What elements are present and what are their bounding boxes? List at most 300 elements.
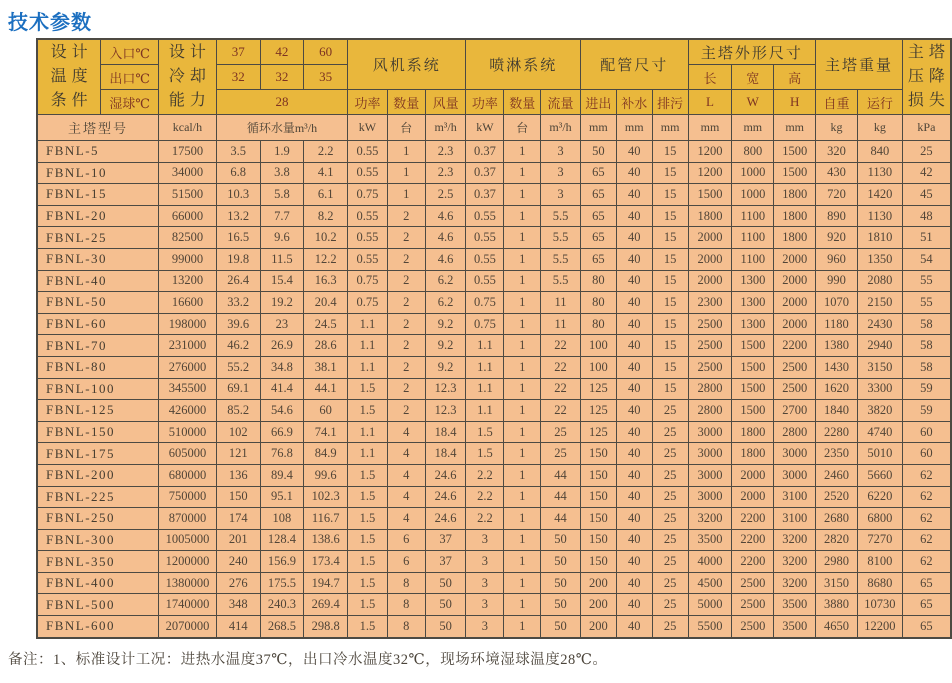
table-header <box>37 39 951 141</box>
value-cell: 24.6 <box>425 486 466 508</box>
value-cell: 1800 <box>774 227 816 249</box>
table-row <box>37 421 951 443</box>
value-cell: 9.2 <box>425 335 466 357</box>
value-cell: 150 <box>580 443 616 465</box>
value-cell: 1 <box>387 141 425 163</box>
value-cell: 1300 <box>732 313 774 335</box>
value-cell: 1.5 <box>348 378 388 400</box>
value-cell: 15.4 <box>260 270 304 292</box>
value-cell: 1130 <box>857 205 902 227</box>
value-cell: 80 <box>580 292 616 314</box>
unit-dim-h-mm: mm <box>774 115 816 141</box>
value-cell: 8680 <box>857 572 902 594</box>
value-cell: 1 <box>504 400 541 422</box>
value-cell: 24.6 <box>425 464 466 486</box>
value-cell: 11 <box>541 292 581 314</box>
value-cell: 3 <box>466 594 504 616</box>
value-cell: 9.2 <box>425 356 466 378</box>
header-design-temp-line: 温度 <box>50 68 93 85</box>
header-cooling-capacity-line: 能力 <box>168 92 211 109</box>
header-width-label: 宽 <box>732 65 774 90</box>
header-piping-size: 配管尺寸 <box>580 39 688 90</box>
value-cell: 0.55 <box>466 205 504 227</box>
value-cell: 54 <box>902 248 951 270</box>
value-cell: 22 <box>541 335 581 357</box>
value-cell: 4740 <box>857 421 902 443</box>
value-cell: 3000 <box>688 486 732 508</box>
value-cell: 2460 <box>816 464 858 486</box>
value-cell: 4.1 <box>304 162 348 184</box>
value-cell: 0.37 <box>466 141 504 163</box>
value-cell: 2 <box>387 313 425 335</box>
value-cell: 2 <box>387 400 425 422</box>
value-cell: 1500 <box>688 184 732 206</box>
value-cell: 40 <box>616 616 652 638</box>
value-cell: 17500 <box>159 141 217 163</box>
value-cell: 10.3 <box>216 184 260 206</box>
value-cell: 108 <box>260 508 304 530</box>
header-design-temp-line: 设计 <box>50 44 93 61</box>
value-cell: 2000 <box>732 464 774 486</box>
value-cell: 116.7 <box>304 508 348 530</box>
value-cell: 156.9 <box>260 551 304 573</box>
value-cell: 1 <box>504 421 541 443</box>
value-cell: 3 <box>541 141 581 163</box>
model-cell: FBNL-50 <box>37 292 159 314</box>
value-cell: 59 <box>902 378 951 400</box>
value-cell: 15 <box>652 335 688 357</box>
value-cell: 1.1 <box>466 400 504 422</box>
value-cell: 1.5 <box>348 594 388 616</box>
value-cell: 40 <box>616 227 652 249</box>
model-cell: FBNL-200 <box>37 464 159 486</box>
value-cell: 51 <box>902 227 951 249</box>
unit-model-label: 主塔型号 <box>37 115 159 141</box>
value-cell: 5500 <box>688 616 732 638</box>
value-cell: 40 <box>616 378 652 400</box>
value-cell: 25 <box>652 594 688 616</box>
value-cell: 3200 <box>774 529 816 551</box>
value-cell: 5660 <box>857 464 902 486</box>
header-tower-weight: 主塔重量 <box>816 39 903 90</box>
header-outlet-32a: 32 <box>216 65 260 90</box>
value-cell: 0.75 <box>466 313 504 335</box>
value-cell: 3000 <box>688 443 732 465</box>
value-cell: 51500 <box>159 184 217 206</box>
header-spray-system: 喷淋系统 <box>466 39 580 90</box>
value-cell: 50 <box>541 529 581 551</box>
value-cell: 1840 <box>816 400 858 422</box>
value-cell: 9.6 <box>260 227 304 249</box>
value-cell: 60 <box>902 421 951 443</box>
value-cell: 25 <box>902 141 951 163</box>
value-cell: 269.4 <box>304 594 348 616</box>
value-cell: 1.5 <box>348 486 388 508</box>
value-cell: 150 <box>216 486 260 508</box>
value-cell: 15 <box>652 227 688 249</box>
table-row <box>37 248 951 270</box>
header-pipe-inout: 进出 <box>580 90 616 115</box>
value-cell: 150 <box>580 551 616 573</box>
value-cell: 1200000 <box>159 551 217 573</box>
value-cell: 200 <box>580 572 616 594</box>
value-cell: 173.4 <box>304 551 348 573</box>
value-cell: 65 <box>580 205 616 227</box>
value-cell: 4.6 <box>425 205 466 227</box>
model-cell: FBNL-350 <box>37 551 159 573</box>
value-cell: 19.8 <box>216 248 260 270</box>
value-cell: 50 <box>541 594 581 616</box>
value-cell: 40 <box>616 486 652 508</box>
value-cell: 510000 <box>159 421 217 443</box>
value-cell: 25 <box>652 443 688 465</box>
value-cell: 1500 <box>732 378 774 400</box>
page-title: 技术参数 <box>8 12 92 34</box>
header-wet-bulb-28: 28 <box>216 90 347 115</box>
value-cell: 198000 <box>159 313 217 335</box>
value-cell: 138.6 <box>304 529 348 551</box>
header-fan-system: 风机系统 <box>348 39 466 90</box>
value-cell: 3000 <box>774 464 816 486</box>
value-cell: 58 <box>902 356 951 378</box>
value-cell: 5.5 <box>541 248 581 270</box>
value-cell: 2500 <box>688 313 732 335</box>
table-row <box>37 378 951 400</box>
unit-pipe-drain-mm: mm <box>652 115 688 141</box>
value-cell: 1 <box>504 335 541 357</box>
value-cell: 0.75 <box>348 270 388 292</box>
value-cell: 25 <box>652 486 688 508</box>
value-cell: 60 <box>902 443 951 465</box>
value-cell: 150 <box>580 529 616 551</box>
value-cell: 50 <box>541 572 581 594</box>
value-cell: 5010 <box>857 443 902 465</box>
value-cell: 100 <box>580 335 616 357</box>
value-cell: 298.8 <box>304 616 348 638</box>
value-cell: 0.75 <box>466 292 504 314</box>
table-row <box>37 292 951 314</box>
value-cell: 1500 <box>732 335 774 357</box>
value-cell: 2430 <box>857 313 902 335</box>
table-row <box>37 529 951 551</box>
value-cell: 33.2 <box>216 292 260 314</box>
value-cell: 69.1 <box>216 378 260 400</box>
value-cell: 15 <box>652 248 688 270</box>
value-cell: 34.8 <box>260 356 304 378</box>
value-cell: 240.3 <box>260 594 304 616</box>
value-cell: 2500 <box>732 594 774 616</box>
value-cell: 44 <box>541 464 581 486</box>
value-cell: 3000 <box>774 443 816 465</box>
value-cell: 1350 <box>857 248 902 270</box>
value-cell: 2940 <box>857 335 902 357</box>
value-cell: 8 <box>387 572 425 594</box>
value-cell: 62 <box>902 529 951 551</box>
value-cell: 276 <box>216 572 260 594</box>
model-cell: FBNL-25 <box>37 227 159 249</box>
value-cell: 2800 <box>774 421 816 443</box>
value-cell: 25 <box>652 508 688 530</box>
value-cell: 990 <box>816 270 858 292</box>
value-cell: 60 <box>304 400 348 422</box>
value-cell: 50 <box>425 594 466 616</box>
value-cell: 55.2 <box>216 356 260 378</box>
value-cell: 24.5 <box>304 313 348 335</box>
value-cell: 85.2 <box>216 400 260 422</box>
unit-spray-set: 台 <box>504 115 541 141</box>
value-cell: 15 <box>652 205 688 227</box>
value-cell: 84.9 <box>304 443 348 465</box>
table-row <box>37 572 951 594</box>
value-cell: 4 <box>387 464 425 486</box>
value-cell: 0.55 <box>348 248 388 270</box>
value-cell: 1380000 <box>159 572 217 594</box>
value-cell: 44 <box>541 486 581 508</box>
table-row <box>37 443 951 465</box>
value-cell: 1.1 <box>466 378 504 400</box>
value-cell: 62 <box>902 508 951 530</box>
value-cell: 18.4 <box>425 443 466 465</box>
value-cell: 74.1 <box>304 421 348 443</box>
value-cell: 37 <box>425 529 466 551</box>
value-cell: 426000 <box>159 400 217 422</box>
value-cell: 37 <box>425 551 466 573</box>
value-cell: 240 <box>216 551 260 573</box>
value-cell: 1070 <box>816 292 858 314</box>
value-cell: 1 <box>504 205 541 227</box>
value-cell: 1200 <box>688 162 732 184</box>
value-cell: 2300 <box>688 292 732 314</box>
value-cell: 22 <box>541 400 581 422</box>
value-cell: 18.4 <box>425 421 466 443</box>
value-cell: 1 <box>504 486 541 508</box>
header-height-label: 高 <box>774 65 816 90</box>
value-cell: 15 <box>652 270 688 292</box>
value-cell: 1 <box>387 184 425 206</box>
value-cell: 2.3 <box>425 141 466 163</box>
value-cell: 1 <box>504 594 541 616</box>
model-cell: FBNL-80 <box>37 356 159 378</box>
model-cell: FBNL-400 <box>37 572 159 594</box>
value-cell: 40 <box>616 313 652 335</box>
value-cell: 2000 <box>688 270 732 292</box>
value-cell: 1.1 <box>466 335 504 357</box>
model-cell: FBNL-20 <box>37 205 159 227</box>
value-cell: 2800 <box>688 378 732 400</box>
header-cooling-capacity-line: 设计 <box>168 44 211 61</box>
unit-spray-kw: kW <box>466 115 504 141</box>
header-pipe-drain: 排污 <box>652 90 688 115</box>
value-cell: 2350 <box>816 443 858 465</box>
model-cell: FBNL-60 <box>37 313 159 335</box>
value-cell: 50 <box>425 616 466 638</box>
value-cell: 3.5 <box>216 141 260 163</box>
value-cell: 54.6 <box>260 400 304 422</box>
value-cell: 40 <box>616 162 652 184</box>
value-cell: 1500 <box>732 400 774 422</box>
value-cell: 2980 <box>816 551 858 573</box>
value-cell: 1100 <box>732 227 774 249</box>
value-cell: 150 <box>580 508 616 530</box>
model-cell: FBNL-500 <box>37 594 159 616</box>
header-design-cooling-capacity <box>159 39 217 115</box>
value-cell: 25 <box>652 421 688 443</box>
value-cell: 50 <box>541 551 581 573</box>
value-cell: 2500 <box>774 356 816 378</box>
value-cell: 22 <box>541 378 581 400</box>
value-cell: 125 <box>580 421 616 443</box>
header-pressure-loss-line: 压降 <box>907 68 950 85</box>
value-cell: 6220 <box>857 486 902 508</box>
value-cell: 1 <box>504 270 541 292</box>
value-cell: 3500 <box>774 616 816 638</box>
value-cell: 1.5 <box>348 464 388 486</box>
value-cell: 16.5 <box>216 227 260 249</box>
value-cell: 4 <box>387 486 425 508</box>
value-cell: 66.9 <box>260 421 304 443</box>
value-cell: 2200 <box>774 335 816 357</box>
header-spray-quantity: 数量 <box>504 90 541 115</box>
value-cell: 1740000 <box>159 594 217 616</box>
value-cell: 40 <box>616 443 652 465</box>
header-wet-bulb: 湿球℃ <box>101 90 159 115</box>
value-cell: 55 <box>902 270 951 292</box>
value-cell: 40 <box>616 421 652 443</box>
value-cell: 40 <box>616 464 652 486</box>
value-cell: 55 <box>902 292 951 314</box>
value-cell: 89.4 <box>260 464 304 486</box>
value-cell: 1.5 <box>348 572 388 594</box>
value-cell: 0.55 <box>466 270 504 292</box>
value-cell: 1620 <box>816 378 858 400</box>
value-cell: 4 <box>387 508 425 530</box>
value-cell: 1 <box>504 227 541 249</box>
value-cell: 58 <box>902 335 951 357</box>
value-cell: 40 <box>616 356 652 378</box>
value-cell: 1420 <box>857 184 902 206</box>
value-cell: 2080 <box>857 270 902 292</box>
header-design-temp-line: 条件 <box>50 92 93 109</box>
value-cell: 750000 <box>159 486 217 508</box>
value-cell: 414 <box>216 616 260 638</box>
value-cell: 50 <box>425 572 466 594</box>
value-cell: 1800 <box>732 421 774 443</box>
value-cell: 174 <box>216 508 260 530</box>
value-cell: 24.6 <box>425 508 466 530</box>
table-row <box>37 313 951 335</box>
value-cell: 3 <box>466 551 504 573</box>
table-row <box>37 184 951 206</box>
value-cell: 12.3 <box>425 400 466 422</box>
value-cell: 3200 <box>774 551 816 573</box>
header-inlet-42: 42 <box>260 39 304 65</box>
value-cell: 80 <box>580 270 616 292</box>
header-outlet-32b: 32 <box>260 65 304 90</box>
value-cell: 1130 <box>857 162 902 184</box>
value-cell: 11 <box>541 313 581 335</box>
table-row <box>37 464 951 486</box>
model-cell: FBNL-30 <box>37 248 159 270</box>
table-row <box>37 141 951 163</box>
value-cell: 50 <box>541 616 581 638</box>
header-running-weight: 运行 <box>857 90 902 115</box>
value-cell: 10730 <box>857 594 902 616</box>
value-cell: 2 <box>387 248 425 270</box>
value-cell: 2520 <box>816 486 858 508</box>
value-cell: 1500 <box>774 162 816 184</box>
value-cell: 23 <box>260 313 304 335</box>
value-cell: 121 <box>216 443 260 465</box>
header-fan-power: 功率 <box>348 90 388 115</box>
unit-pipe-inout-mm: mm <box>580 115 616 141</box>
value-cell: 12.3 <box>425 378 466 400</box>
value-cell: 99.6 <box>304 464 348 486</box>
value-cell: 2150 <box>857 292 902 314</box>
value-cell: 268.5 <box>260 616 304 638</box>
value-cell: 6 <box>387 529 425 551</box>
value-cell: 6.2 <box>425 292 466 314</box>
unit-fan-set: 台 <box>387 115 425 141</box>
value-cell: 345500 <box>159 378 217 400</box>
value-cell: 40 <box>616 400 652 422</box>
value-cell: 40 <box>616 292 652 314</box>
value-cell: 8 <box>387 594 425 616</box>
value-cell: 66000 <box>159 205 217 227</box>
value-cell: 1.9 <box>260 141 304 163</box>
value-cell: 2500 <box>732 572 774 594</box>
value-cell: 125 <box>580 378 616 400</box>
header-spray-flow: 流量 <box>541 90 581 115</box>
value-cell: 40 <box>616 335 652 357</box>
value-cell: 80 <box>580 313 616 335</box>
model-cell: FBNL-150 <box>37 421 159 443</box>
value-cell: 1.5 <box>348 529 388 551</box>
unit-spray-m3h: m³/h <box>541 115 581 141</box>
table-row <box>37 616 951 638</box>
value-cell: 42 <box>902 162 951 184</box>
value-cell: 0.55 <box>466 248 504 270</box>
value-cell: 62 <box>902 551 951 573</box>
value-cell: 4000 <box>688 551 732 573</box>
value-cell: 2000 <box>774 270 816 292</box>
value-cell: 15 <box>652 378 688 400</box>
header-self-weight: 自重 <box>816 90 858 115</box>
value-cell: 3150 <box>857 356 902 378</box>
value-cell: 2200 <box>732 508 774 530</box>
value-cell: 5.5 <box>541 270 581 292</box>
value-cell: 16600 <box>159 292 217 314</box>
value-cell: 150 <box>580 464 616 486</box>
unit-dim-w-mm: mm <box>732 115 774 141</box>
value-cell: 82500 <box>159 227 217 249</box>
header-tower-pressure-loss <box>902 39 951 115</box>
value-cell: 25 <box>541 443 581 465</box>
value-cell: 0.55 <box>348 205 388 227</box>
table-row <box>37 335 951 357</box>
value-cell: 40 <box>616 205 652 227</box>
value-cell: 3 <box>466 572 504 594</box>
value-cell: 2500 <box>774 378 816 400</box>
value-cell: 3200 <box>774 572 816 594</box>
model-cell: FBNL-70 <box>37 335 159 357</box>
value-cell: 99000 <box>159 248 217 270</box>
table-body <box>37 141 951 638</box>
value-cell: 6 <box>387 551 425 573</box>
value-cell: 2000 <box>774 248 816 270</box>
value-cell: 3100 <box>774 486 816 508</box>
value-cell: 2280 <box>816 421 858 443</box>
model-cell: FBNL-10 <box>37 162 159 184</box>
